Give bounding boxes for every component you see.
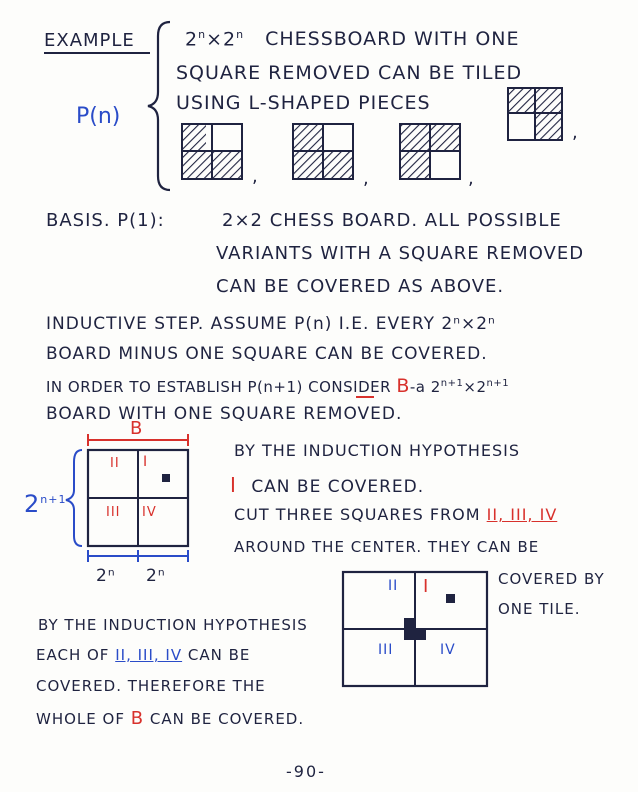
header-line-3: USING L-SHAPED PIECES <box>176 92 431 114</box>
conclusion-line-1: BY THE INDUCTION HYPOTHESIS <box>38 616 308 634</box>
svg-text:,: , <box>363 168 369 189</box>
board-c-quadrant-1: I <box>423 576 430 597</box>
board-c-quadrant-2: II <box>388 578 399 594</box>
basis-line-2: VARIANTS WITH A SQUARE REMOVED <box>216 243 585 264</box>
pn-label: P(n) <box>76 104 121 129</box>
svg-text:,: , <box>572 122 578 143</box>
pn-brace <box>148 22 170 190</box>
tile-example-1 <box>182 124 242 179</box>
inductive-line-1: INDUCTIVE STEP. ASSUME P(n) I.E. EVERY 2ⁿ×2ⁿ <box>46 314 496 334</box>
right-line-1: BY THE INDUCTION HYPOTHESIS <box>234 441 520 460</box>
header-line-2: SQUARE REMOVED CAN BE TILED <box>176 62 523 84</box>
removed-square <box>162 474 170 482</box>
board-b-label: B <box>130 418 144 439</box>
basis-label: BASIS. P(1): <box>46 210 165 231</box>
svg-text:,: , <box>252 166 258 187</box>
board-b-side-brace <box>66 450 82 546</box>
board-b-bottom-right-dim: 2ⁿ <box>146 566 166 586</box>
board-b-side-label: $2^{n+1}$ <box>24 490 67 518</box>
conclusion-line-3: COVERED. THEREFORE THE <box>36 677 266 695</box>
example-label: EXAMPLE <box>44 30 135 51</box>
board-b <box>88 450 188 546</box>
board-c-quadrant-4: IV <box>440 642 456 658</box>
right-line-5: COVERED BY <box>498 570 605 588</box>
basis-line-1: 2×2 CHESS BOARD. ALL POSSIBLE <box>222 210 562 231</box>
page-number: -90- <box>286 762 326 781</box>
board-b-quadrant-1: I <box>143 454 149 470</box>
board-c <box>343 572 487 686</box>
inductive-line-4: BOARD WITH ONE SQUARE REMOVED. <box>46 404 403 424</box>
board-b-quadrant-3: III <box>106 505 121 520</box>
removed-square <box>446 594 455 603</box>
right-line-3: CUT THREE SQUARES FROM II, III, IV <box>234 505 558 524</box>
board-c-quadrant-3: III <box>378 642 394 658</box>
tile-example-3 <box>400 124 460 179</box>
conclusion-line-2: EACH OF II, III, IV CAN BE <box>36 646 251 664</box>
basis-line-3: CAN BE COVERED AS ABOVE. <box>216 276 505 297</box>
inductive-line-2: BOARD MINUS ONE SQUARE CAN BE COVERED. <box>46 344 488 364</box>
center-l-tile <box>404 618 426 640</box>
board-b-bottom-left-dim: 2ⁿ <box>96 566 116 586</box>
board-b-bottom-dims <box>88 550 188 562</box>
tile-example-4 <box>508 88 562 140</box>
inductive-line-3: IN ORDER TO ESTABLISH P(n+1) CONSIDER B-a $2^{n+1}\times 2^{n+1}$ <box>46 375 510 397</box>
board-b-quadrant-2: II <box>110 456 120 471</box>
board-b-quadrant-4: IV <box>142 505 157 520</box>
svg-text:,: , <box>468 168 474 189</box>
tile-example-2 <box>293 124 353 179</box>
header-line-1: $2^n\times 2^n$ CHESSBOARD WITH ONE <box>185 28 520 51</box>
conclusion-line-4: WHOLE OF B CAN BE COVERED. <box>36 708 305 729</box>
right-line-4: AROUND THE CENTER. THEY CAN BE <box>234 538 540 556</box>
right-line-2: I CAN BE COVERED. <box>230 473 425 497</box>
right-line-6: ONE TILE. <box>498 600 581 618</box>
